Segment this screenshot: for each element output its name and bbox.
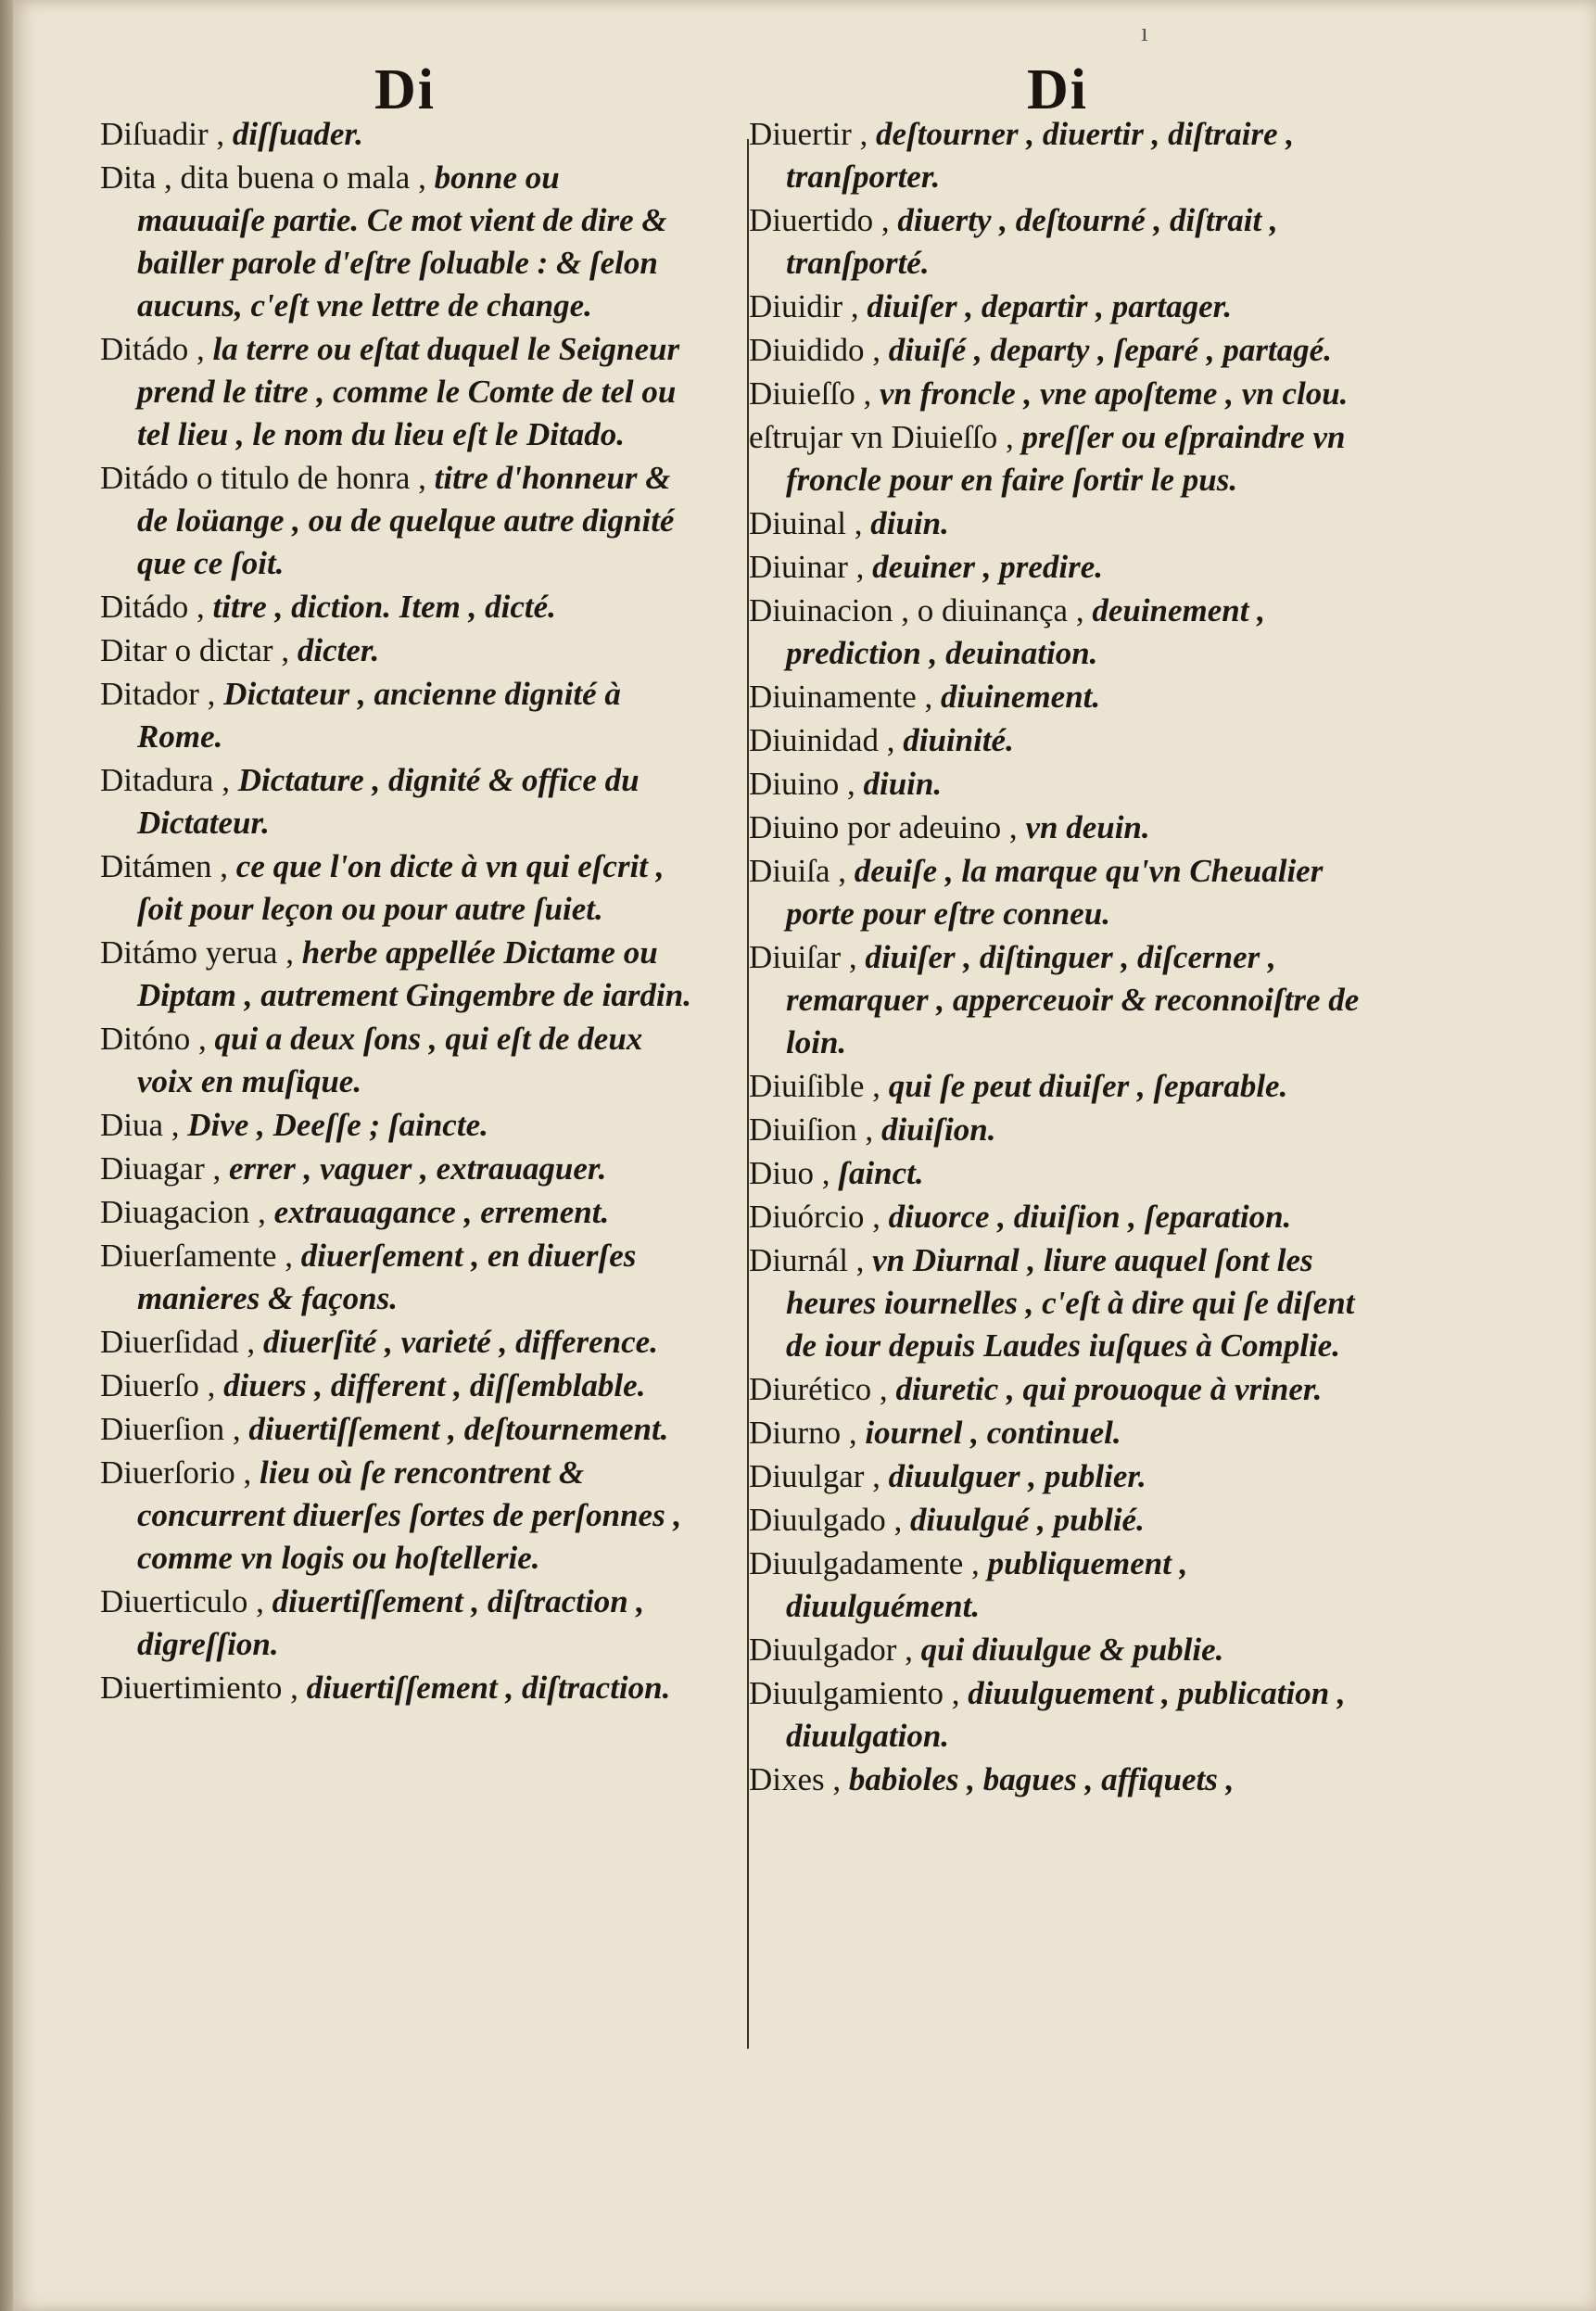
entry-definition: titre , diction. Item , dicté.: [212, 589, 556, 625]
entry-headword: Diuiſible ,: [749, 1068, 889, 1104]
running-header-left: Di: [374, 58, 436, 121]
entry-headword: Dita , dita buena o mala ,: [100, 159, 435, 196]
entry-definition: diuers , different , diſſemblable.: [223, 1367, 646, 1403]
entry-definition: diuulguement , publication , diuulgation.: [786, 1675, 1346, 1754]
entry-definition: diuerſement , en diuerſes manieres & façons.: [137, 1238, 637, 1316]
entry-headword: Diuieſſo ,: [749, 375, 880, 412]
entry-definition: diuiſé , departy , ſeparé , partagé.: [888, 332, 1332, 368]
dictionary-entry: [749, 1629, 1379, 1671]
entry-definition: bonne ou mauuaiſe partie. Ce mot vient de dire & bailler parole d'eſtre ſoluable : & ſelon aucuns, c'eſt vne lettre de change.: [137, 159, 667, 324]
entry-definition: diuin.: [870, 505, 949, 541]
entry-definition: deuiſe , la marque qu'vn Cheualier porte pour eſtre conneu.: [786, 853, 1324, 932]
entry-definition: qui ſe peut diuiſer , ſeparable.: [888, 1068, 1288, 1104]
dictionary-entry: [100, 1104, 693, 1147]
dictionary-entry: [749, 1412, 1379, 1454]
entry-headword: Ditóno ,: [100, 1021, 215, 1057]
entry-definition: diſſuader.: [232, 116, 363, 152]
entry-headword: Ditádo ,: [100, 331, 213, 367]
entry-definition: diuerty , deſtourné , diſtrait , tranſporté.: [786, 202, 1278, 281]
entry-headword: Diuiſar ,: [749, 939, 866, 975]
entry-headword: Ditámen ,: [100, 848, 236, 884]
entry-definition: Dictateur , ancienne dignité à Rome.: [137, 676, 621, 755]
dictionary-entry: [100, 845, 693, 931]
entry-headword: Diuinacion , o diuinança ,: [749, 592, 1093, 629]
dictionary-entry: [100, 629, 693, 672]
dictionary-entry: [749, 1109, 1379, 1151]
entry-definition: diuiſer , diſtinguer , diſcerner , remarquer , apperceuoir & reconnoiſtre de loin.: [786, 939, 1360, 1060]
entry-definition: deuiner , predire.: [872, 549, 1104, 585]
entry-headword: Diuidir ,: [749, 288, 868, 324]
dictionary-entry: [100, 113, 693, 156]
dictionary-entry: [100, 1235, 693, 1320]
right-column: [749, 113, 1379, 1802]
dictionary-entry: [100, 1667, 693, 1709]
folio-mark: ı: [1141, 19, 1148, 47]
entry-definition: deſtourner , diuertir , diſtraire , tranſporter.: [786, 116, 1295, 195]
entry-definition: diuertiſſement , diſtraction , digreſſion.: [137, 1583, 645, 1662]
left-column: [100, 113, 693, 1710]
dictionary-entry: [100, 1365, 693, 1407]
dictionary-entry: [749, 502, 1379, 545]
entry-definition: diuiſer , departir , partager.: [867, 288, 1233, 324]
entry-headword: Diuagar ,: [100, 1150, 229, 1187]
entry-definition: vn deuin.: [1025, 809, 1150, 845]
entry-headword: Ditadura ,: [100, 762, 238, 798]
entry-headword: Diuinamente ,: [749, 679, 942, 715]
dictionary-entry: [100, 1408, 693, 1451]
entry-definition: qui a deux ſons , qui eſt de deux voix en muſique.: [137, 1021, 643, 1099]
dictionary-entry: [100, 673, 693, 758]
entry-headword: Diuulgado ,: [749, 1502, 911, 1538]
entry-definition: diuerſité , varieté , difference.: [262, 1324, 658, 1360]
entry-definition: diuertiſſement , diſtraction.: [306, 1670, 671, 1706]
dictionary-entry: [749, 1672, 1379, 1758]
entry-headword: Ditador ,: [100, 676, 224, 712]
entry-definition: errer , vaguer , extrauaguer.: [228, 1150, 607, 1187]
entry-definition: diuin.: [863, 766, 943, 802]
entry-headword: Diuagacion ,: [100, 1194, 274, 1230]
dictionary-entry: [749, 1368, 1379, 1411]
entry-headword: Diuulgamiento ,: [749, 1675, 969, 1711]
entry-headword: Diurnál ,: [749, 1242, 873, 1278]
entry-headword: Diuertir ,: [749, 116, 877, 152]
dictionary-entry: [100, 1581, 693, 1666]
entry-definition: lieu où ſe rencontrent & concurrent diuerſes ſortes de perſonnes , comme vn logis ou hoſtellerie.: [137, 1454, 682, 1576]
dictionary-entry: [749, 113, 1379, 198]
dictionary-entry: [749, 806, 1379, 849]
entry-definition: babioles , bagues , affiquets ,: [848, 1761, 1235, 1797]
running-header-right: Di: [1027, 58, 1088, 121]
dictionary-entry: [100, 157, 693, 327]
dictionary-entry: [749, 1759, 1379, 1801]
entry-headword: Diuo ,: [749, 1155, 839, 1191]
entry-headword: Ditádo o titulo de honra ,: [100, 460, 435, 496]
dictionary-entry: [749, 590, 1379, 675]
entry-definition: diuinement.: [941, 679, 1101, 715]
entry-definition: Dictature , dignité & office du Dictateur.: [137, 762, 640, 841]
dictionary-entry: [749, 1239, 1379, 1367]
entry-headword: Ditádo ,: [100, 589, 213, 625]
dictionary-entry: [100, 328, 693, 456]
entry-headword: Diuulgadamente ,: [749, 1545, 988, 1581]
entry-definition: titre d'honneur & de loüange , ou de quelque autre dignité que ce ſoit.: [137, 460, 675, 581]
entry-definition: diuulgué , publié.: [910, 1502, 1145, 1538]
entry-headword: Diuinar ,: [749, 549, 873, 585]
entry-headword: Diua ,: [100, 1107, 188, 1143]
dictionary-entry: [100, 1191, 693, 1234]
entry-headword: Diuerticulo ,: [100, 1583, 272, 1619]
entry-definition: vn Diurnal , liure auquel ſont les heures iournelles , c'eſt à dire qui ſe diſent de iour depuis Laudes iuſques à Complie.: [786, 1242, 1355, 1364]
dictionary-entry: [749, 1455, 1379, 1498]
entry-definition: iournel , continuel.: [865, 1415, 1121, 1451]
entry-definition: la terre ou eſtat duquel le Seigneur prend le titre , comme le Comte de tel ou tel lieu , le nom du lieu eſt le Ditado.: [137, 331, 680, 452]
entry-definition: preſſer ou eſpraindre vn froncle pour en faire ſortir le pus.: [786, 419, 1346, 498]
dictionary-entry: [749, 763, 1379, 806]
entry-headword: Diuino ,: [749, 766, 864, 802]
entry-headword: Diſuadir ,: [100, 116, 233, 152]
entry-headword: Diuerſion ,: [100, 1411, 249, 1447]
dictionary-entry: [749, 329, 1379, 372]
entry-definition: vn froncle , vne apoſteme , vn clou.: [879, 375, 1349, 412]
dictionary-entry: [749, 416, 1379, 502]
entry-definition: herbe appellée Dictame ou Diptam , autrement Gingembre de iardin.: [137, 934, 691, 1013]
entry-definition: publiquement , diuulguément.: [786, 1545, 1188, 1624]
dictionary-entry: [749, 1196, 1379, 1238]
entry-definition: diuinité.: [903, 722, 1014, 758]
dictionary-entry: [100, 1018, 693, 1103]
entry-headword: eſtrujar vn Diuieſſo ,: [749, 419, 1022, 455]
entry-headword: Dixes ,: [749, 1761, 849, 1797]
dictionary-entry: [100, 1148, 693, 1190]
dictionary-entry: [100, 1321, 693, 1364]
entry-definition: Dive , Deeſſe ; ſaincte.: [187, 1107, 488, 1143]
dictionary-entry: [749, 936, 1379, 1064]
entry-definition: ce que l'on dicte à vn qui eſcrit , ſoit pour leçon ou pour autre ſuiet.: [137, 848, 665, 927]
dictionary-entry: [100, 586, 693, 629]
dictionary-entry: [749, 1499, 1379, 1542]
entry-definition: dicter.: [297, 632, 380, 668]
dictionary-entry: [749, 676, 1379, 718]
entry-headword: Diuerſo ,: [100, 1367, 224, 1403]
entry-definition: diuertiſſement , deſtournement.: [248, 1411, 669, 1447]
entry-definition: ſainct.: [838, 1155, 924, 1191]
entry-definition: diuretic , qui prouoque à vriner.: [895, 1371, 1323, 1407]
dictionary-entry: [749, 850, 1379, 935]
entry-definition: diuulguer , publier.: [888, 1458, 1146, 1494]
entry-headword: Diuulgar ,: [749, 1458, 889, 1494]
entry-definition: diuorce , diuiſion , ſeparation.: [888, 1199, 1292, 1235]
book-spine-shadow: [0, 0, 13, 2311]
entry-headword: Diuerſorio ,: [100, 1454, 260, 1491]
entry-headword: Diuerſamente ,: [100, 1238, 301, 1274]
entry-definition: deuinement , prediction , deuination.: [786, 592, 1266, 671]
dictionary-entry: [100, 759, 693, 844]
dictionary-entry: [100, 932, 693, 1017]
entry-headword: Diuerſidad ,: [100, 1324, 263, 1360]
entry-headword: Diuinidad ,: [749, 722, 904, 758]
entry-headword: Diuidido ,: [749, 332, 889, 368]
entry-headword: Diurno ,: [749, 1415, 866, 1451]
entry-headword: Diurético ,: [749, 1371, 896, 1407]
dictionary-entry: [100, 1452, 693, 1580]
entry-headword: Diuertimiento ,: [100, 1670, 307, 1706]
dictionary-entry: [749, 1152, 1379, 1195]
entry-definition: extrauagance , errement.: [273, 1194, 610, 1230]
dictionary-entry: [749, 546, 1379, 589]
dictionary-entry: [100, 457, 693, 585]
entry-definition: diuiſion.: [880, 1111, 996, 1148]
dictionary-entry: [749, 199, 1379, 285]
dictionary-entry: [749, 1543, 1379, 1628]
dictionary-entry: [749, 373, 1379, 415]
entry-headword: Diuertido ,: [749, 202, 898, 238]
entry-definition: qui diuulgue & publie.: [920, 1632, 1224, 1668]
entry-headword: Diuulgador ,: [749, 1632, 921, 1668]
entry-headword: Diuiſion ,: [749, 1111, 881, 1148]
dictionary-entry: [749, 719, 1379, 762]
entry-headword: Diuino por adeuino ,: [749, 809, 1026, 845]
entry-headword: Ditar o dictar ,: [100, 632, 298, 668]
entry-headword: Diuinal ,: [749, 505, 871, 541]
dictionary-entry: [749, 286, 1379, 328]
entry-headword: Ditámo yerua ,: [100, 934, 302, 971]
entry-headword: Diuórcio ,: [749, 1199, 889, 1235]
dictionary-entry: [749, 1065, 1379, 1108]
entry-headword: Diuiſa ,: [749, 853, 855, 889]
